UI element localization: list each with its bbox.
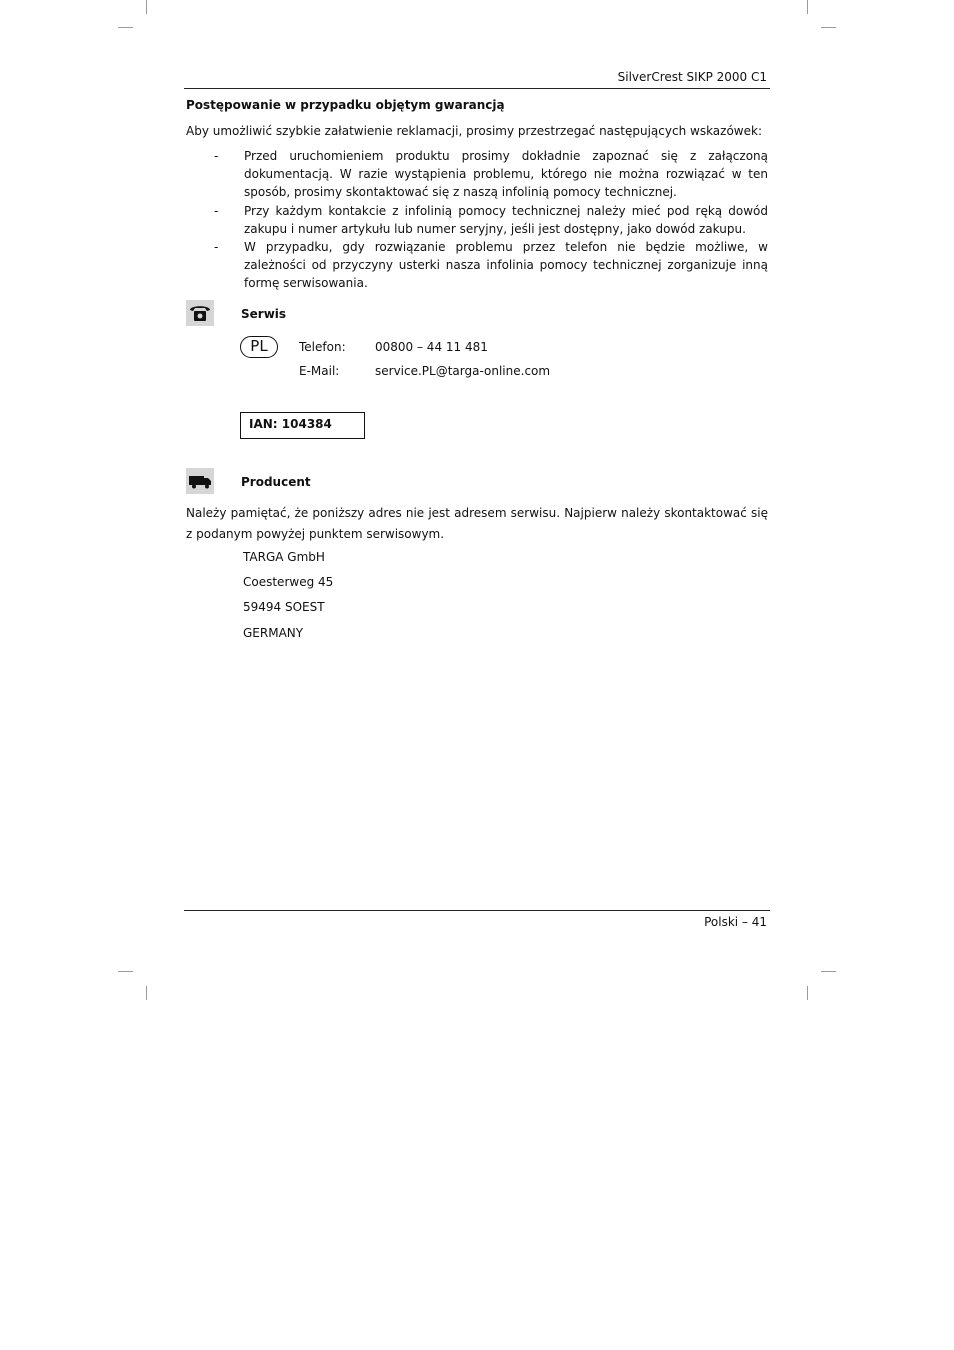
bullet-text: W przypadku, gdy rozwiązanie problemu przez telefon nie będzie możliwe, w zależności od przyczyny usterki nasza infolinia pomocy technicznej zorganizuje inną formę serwisowania. [244,240,768,290]
phone-label: Telefon: [299,340,346,354]
bullet-dash: - [214,204,219,218]
crop-mark [146,986,147,1000]
ian-number: IAN: 104384 [249,417,332,431]
truck-icon [186,468,214,494]
country-badge: PL [240,336,278,358]
address-line: 59494 SOEST [243,600,325,614]
address-line: GERMANY [243,626,304,640]
warranty-intro: Aby umożliwić szybkie załatwienie reklamacji, prosimy przestrzegać następujących wskazówek: [186,124,762,138]
producer-note: Należy pamiętać, że poniższy adres nie jest adresem serwisu. Najpierw należy skontaktować się z podanym powyżej punktem serwisowym. [186,506,768,541]
header-product-name: SilverCrest SIKP 2000 C1 [617,70,767,84]
page-number: Polski – 41 [704,915,767,929]
crop-mark [807,986,808,1000]
crop-mark [118,971,133,972]
bullet-text: Przed uruchomieniem produktu prosimy dokładnie zapoznać się z załączoną dokumentacją. W razie wystąpienia problemu, którego nie można rozwiązać w ten sposób, prosimy skontaktować się z naszą infolinią pomocy technicznej. [244,149,768,199]
email-value: service.PL@targa-online.com [375,364,551,378]
address-line: Coesterweg 45 [243,575,334,589]
crop-mark [118,27,133,28]
bullet-dash: - [214,149,219,163]
crop-mark [807,0,808,14]
crop-mark [146,0,147,14]
address-line: TARGA GmbH [243,550,325,564]
crop-mark [821,27,836,28]
warranty-heading: Postępowanie w przypadku objętym gwarancją [186,98,505,112]
footer-rule [184,910,770,911]
bullet-dash: - [214,240,219,254]
bullet-text: Przy każdym kontakcie z infolinią pomocy technicznej należy mieć pod ręką dowód zakupu i numer artykułu lub numer seryjny, jeśli jest dostępny, jako dowód zakupu. [244,204,768,236]
email-label: E-Mail: [299,364,340,378]
phone-value: 00800 – 44 11 481 [375,340,488,354]
telephone-icon [186,300,214,326]
service-heading: Serwis [241,307,287,321]
header-rule [184,88,770,89]
crop-mark [821,971,836,972]
producer-heading: Producent [241,475,311,489]
